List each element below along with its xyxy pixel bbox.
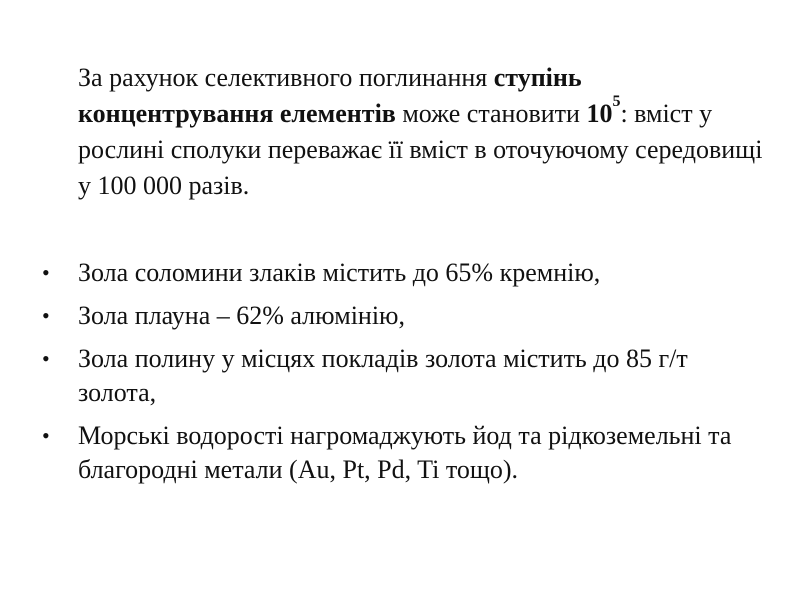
intro-text-1: За рахунок селективного поглинання <box>78 63 494 92</box>
intro-paragraph <box>78 60 768 204</box>
list-item-text: Зола полину у місцях покладів золота містить до 85 г/т золота, <box>78 344 688 407</box>
intro-power-base: 10 <box>586 99 613 128</box>
bullet-icon: • <box>42 303 50 328</box>
bullet-icon: • <box>42 346 50 371</box>
list-item-text: Зола соломини злаків містить до 65% кремнію, <box>78 258 601 287</box>
list-item-text: Зола плауна – 62% алюмінію, <box>78 301 405 330</box>
list-item <box>40 299 740 333</box>
bullet-icon: • <box>42 260 50 285</box>
list-item <box>40 256 740 290</box>
intro-text-3: : вміст у рослині сполуки переважає її вміст в оточуючому середовищі у 100 000 разів. <box>78 99 763 200</box>
bullet-icon: • <box>42 423 50 448</box>
list-item <box>40 342 740 410</box>
list-item <box>40 419 740 487</box>
bullet-list <box>40 256 740 496</box>
intro-bold-term: ступінь концентрування елементів <box>78 63 582 128</box>
intro-text-2: може становити <box>395 99 587 128</box>
intro-power-exponent: 5 <box>612 93 621 110</box>
list-item-text: Морські водорості нагромаджують йод та рідкоземельні та благородні метали (Au, Pt, Pd, Ti тощо). <box>78 421 732 484</box>
